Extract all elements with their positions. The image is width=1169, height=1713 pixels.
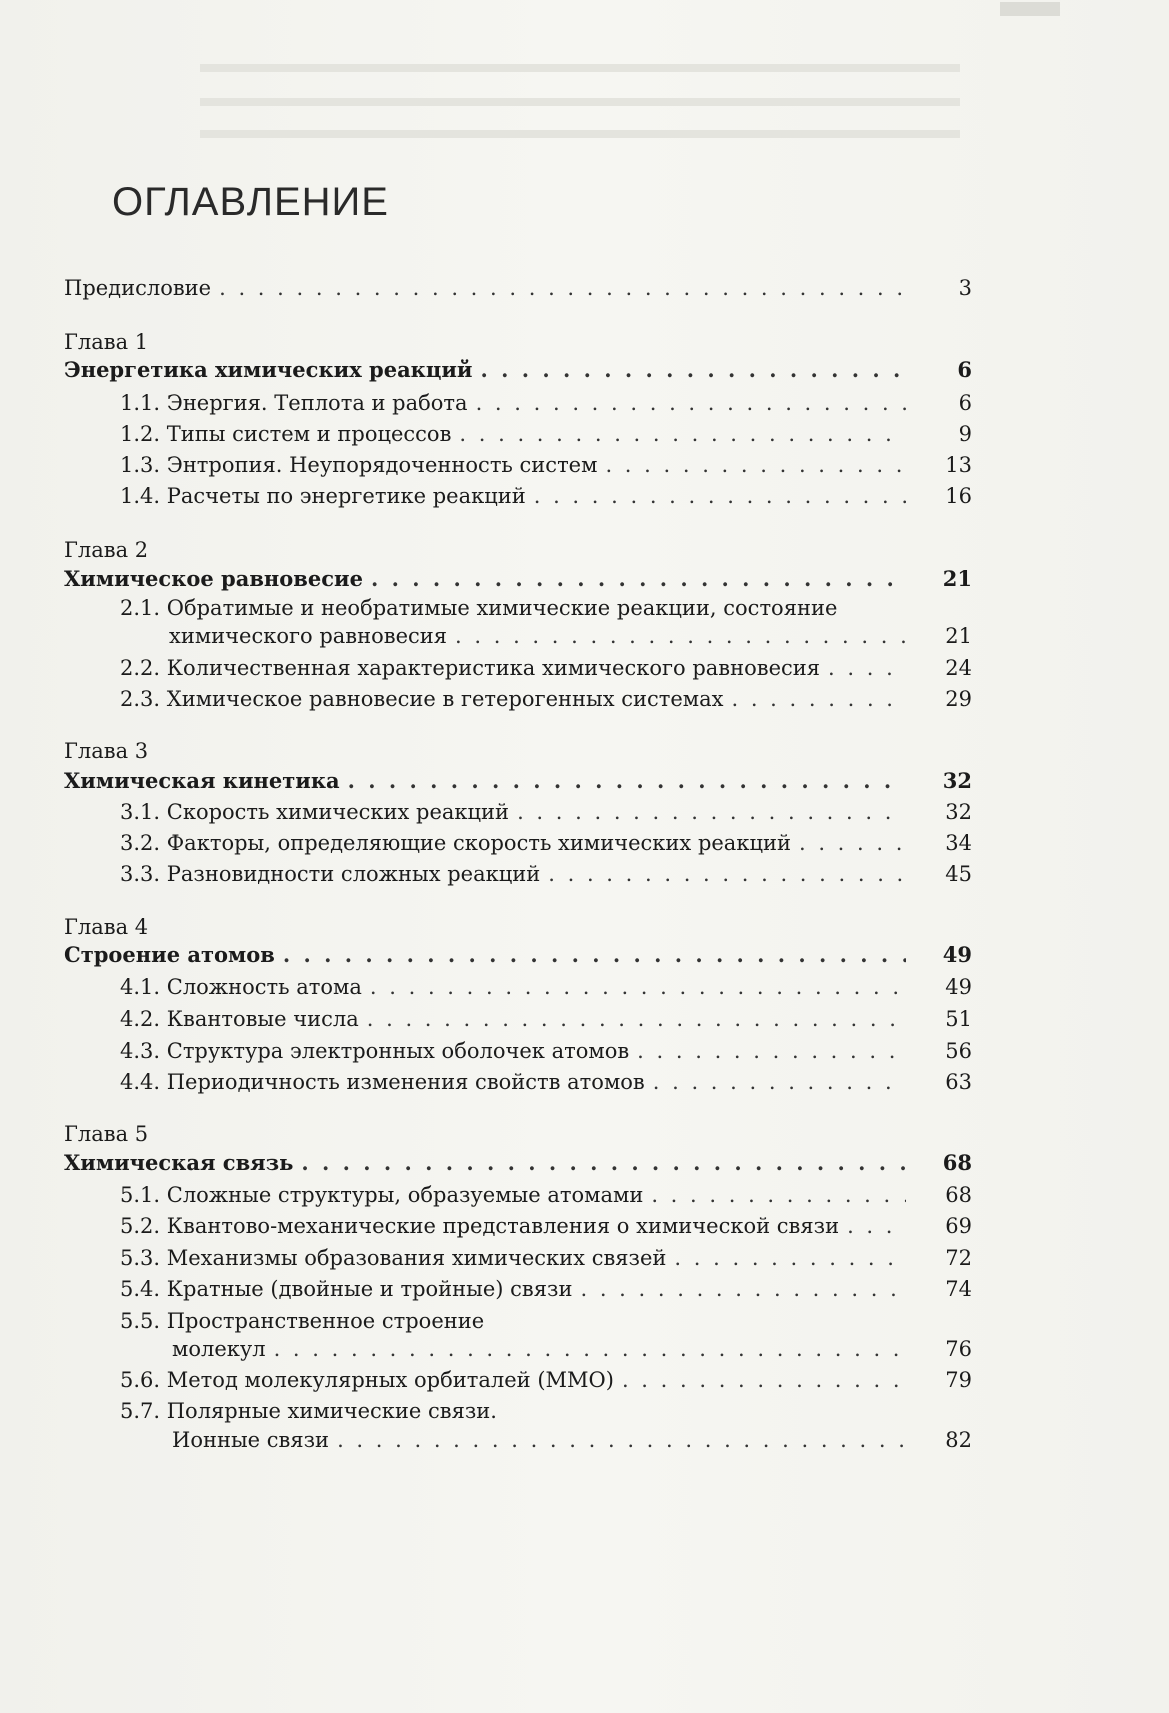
toc-entry-page: 21 <box>945 624 972 648</box>
chapter-title: Химическая связь <box>64 1150 294 1175</box>
dot-leader <box>548 861 906 887</box>
dot-leader <box>301 1150 906 1176</box>
bleed-through-mark <box>1000 2 1060 16</box>
section-title: 3.3. Разновидности сложных реакций <box>120 862 541 886</box>
dot-leader <box>274 1336 906 1362</box>
toc-entry-section[interactable] <box>120 1367 972 1393</box>
section-title: 1.3. Энтропия. Неупорядоченность систем <box>120 453 598 477</box>
dot-leader <box>219 275 906 301</box>
dot-leader <box>605 452 906 478</box>
toc-entry-section[interactable] <box>120 452 972 478</box>
toc-entry-page: 16 <box>945 484 972 508</box>
section-title: 5.1. Сложные структуры, образуемые атомами <box>120 1183 644 1207</box>
dot-leader <box>481 357 906 383</box>
toc-entry-page: 56 <box>945 1039 972 1063</box>
toc-entry-chapter[interactable] <box>64 1150 972 1176</box>
chapter-title: Химическое равновесие <box>64 566 363 591</box>
dot-leader <box>580 1276 906 1302</box>
toc-entry-page: 68 <box>945 1183 972 1207</box>
dot-leader <box>455 623 906 649</box>
section-title: 5.6. Метод молекулярных орбиталей (ММО) <box>120 1368 614 1392</box>
section-title: 1.2. Типы систем и процессов <box>120 422 452 446</box>
chapter-label: Глава 3 <box>64 739 149 763</box>
toc-heading: ОГЛАВЛЕНИЕ <box>112 180 389 224</box>
chapter-label: Глава 4 <box>64 915 149 939</box>
toc-entry-page: 76 <box>945 1337 972 1361</box>
toc-entry-section[interactable] <box>120 830 972 856</box>
bleed-through-line <box>200 64 960 72</box>
dot-leader <box>637 1038 906 1064</box>
section-title: 1.1. Энергия. Теплота и работа <box>120 391 468 415</box>
dot-leader <box>651 1182 906 1208</box>
toc-entry-section[interactable] <box>120 1006 972 1032</box>
toc-entry-section[interactable] <box>120 686 972 712</box>
chapter-label: Глава 2 <box>64 538 149 562</box>
toc-entry-section[interactable] <box>172 1427 972 1453</box>
toc-entry-page: 34 <box>945 831 972 855</box>
toc-entry-page: 45 <box>945 862 972 886</box>
toc-entry-page: 49 <box>945 975 972 999</box>
dot-leader <box>674 1245 906 1271</box>
section-title-line1[interactable]: 5.7. Полярные химические связи. <box>120 1399 497 1423</box>
section-title: 3.2. Факторы, определяющие скорость химических реакций <box>120 831 791 855</box>
dot-leader <box>348 768 906 794</box>
toc-entry-chapter[interactable] <box>64 942 972 968</box>
section-title: 4.3. Структура электронных оболочек атомов <box>120 1039 630 1063</box>
dot-leader <box>371 566 906 592</box>
section-title: молекул <box>172 1337 266 1361</box>
toc-entry-page: 68 <box>942 1150 972 1175</box>
toc-entry-section[interactable] <box>120 1245 972 1271</box>
dot-leader <box>799 830 906 856</box>
section-title: 4.1. Сложность атома <box>120 975 362 999</box>
toc-entry-section[interactable] <box>120 390 972 416</box>
toc-entry-page: 9 <box>958 422 972 446</box>
dot-leader <box>476 390 906 416</box>
toc-entry-chapter[interactable] <box>64 357 972 383</box>
toc-entry-page: 72 <box>945 1246 972 1270</box>
toc-entry-page: 13 <box>945 453 972 477</box>
dot-leader <box>367 1006 906 1032</box>
toc-entry-page: 29 <box>945 687 972 711</box>
dot-leader <box>847 1213 906 1239</box>
toc-entry-chapter[interactable] <box>64 566 972 592</box>
toc-entry-section[interactable] <box>120 799 972 825</box>
toc-entry-page: 51 <box>945 1007 972 1031</box>
dot-leader <box>283 942 906 968</box>
section-title: 5.3. Механизмы образования химических связей <box>120 1246 667 1270</box>
toc-entry-section[interactable] <box>120 655 972 681</box>
dot-leader <box>534 483 906 509</box>
toc-entry-section[interactable] <box>120 974 972 1000</box>
toc-entry-section[interactable] <box>172 1336 972 1362</box>
section-title-line1[interactable]: 2.1. Обратимые и необратимые химические реакции, состояние <box>120 596 838 620</box>
toc-entry-page: 6 <box>958 391 972 415</box>
toc-entry-page: 79 <box>945 1368 972 1392</box>
toc-entry-page: 49 <box>942 942 972 967</box>
bleed-through-line <box>200 98 960 106</box>
chapter-title: Строение атомов <box>64 942 275 967</box>
dot-leader <box>653 1069 906 1095</box>
toc-entry-page: 63 <box>945 1070 972 1094</box>
bleed-through-line <box>200 130 960 138</box>
toc-entry-page: 74 <box>945 1277 972 1301</box>
dot-leader <box>337 1427 906 1453</box>
section-title: 2.3. Химическое равновесие в гетерогенных системах <box>120 687 724 711</box>
dot-leader <box>731 686 906 712</box>
dot-leader <box>517 799 906 825</box>
toc-entry-preface[interactable] <box>64 275 972 301</box>
toc-entry-page: 24 <box>945 656 972 680</box>
chapter-title: Химическая кинетика <box>64 768 340 793</box>
toc-entry-section[interactable] <box>120 861 972 887</box>
toc-entry-section[interactable] <box>120 483 972 509</box>
toc-entry-section[interactable] <box>169 623 972 649</box>
toc-entry-section[interactable] <box>120 1276 972 1302</box>
dot-leader <box>828 655 906 681</box>
chapter-label: Глава 1 <box>64 330 149 354</box>
section-title: химического равновесия <box>169 624 448 648</box>
toc-entry-page: 32 <box>942 768 972 793</box>
toc-entry-label: Предисловие <box>64 276 212 300</box>
toc-entry-section[interactable] <box>120 1069 972 1095</box>
toc-entry-page: 3 <box>958 276 972 300</box>
dot-leader <box>459 421 906 447</box>
section-title: 2.2. Количественная характеристика химического равновесия <box>120 656 821 680</box>
chapter-label: Глава 5 <box>64 1122 149 1146</box>
toc-entry-section[interactable] <box>120 1213 972 1239</box>
toc-entry-page: 21 <box>942 566 972 591</box>
toc-entry-page: 32 <box>945 800 972 824</box>
section-title: Ионные связи <box>172 1428 330 1452</box>
section-title: 5.2. Квантово-механические представления о химической связи <box>120 1214 840 1238</box>
dot-leader <box>622 1367 906 1393</box>
section-title: 5.4. Кратные (двойные и тройные) связи <box>120 1277 573 1301</box>
toc-entry-chapter[interactable] <box>64 768 972 794</box>
section-title: 1.4. Расчеты по энергетике реакций <box>120 484 526 508</box>
section-title: 4.2. Квантовые числа <box>120 1007 359 1031</box>
toc-entry-page: 6 <box>957 357 972 382</box>
section-title-line1[interactable]: 5.5. Пространственное строение <box>120 1309 485 1333</box>
section-title: 3.1. Скорость химических реакций <box>120 800 510 824</box>
toc-entry-section[interactable] <box>120 1038 972 1064</box>
toc-entry-page: 69 <box>945 1214 972 1238</box>
dot-leader <box>370 974 906 1000</box>
chapter-title: Энергетика химических реакций <box>64 357 473 382</box>
section-title: 4.4. Периодичность изменения свойств атомов <box>120 1070 645 1094</box>
toc-entry-page: 82 <box>945 1428 972 1452</box>
toc-entry-section[interactable] <box>120 421 972 447</box>
toc-entry-section[interactable] <box>120 1182 972 1208</box>
